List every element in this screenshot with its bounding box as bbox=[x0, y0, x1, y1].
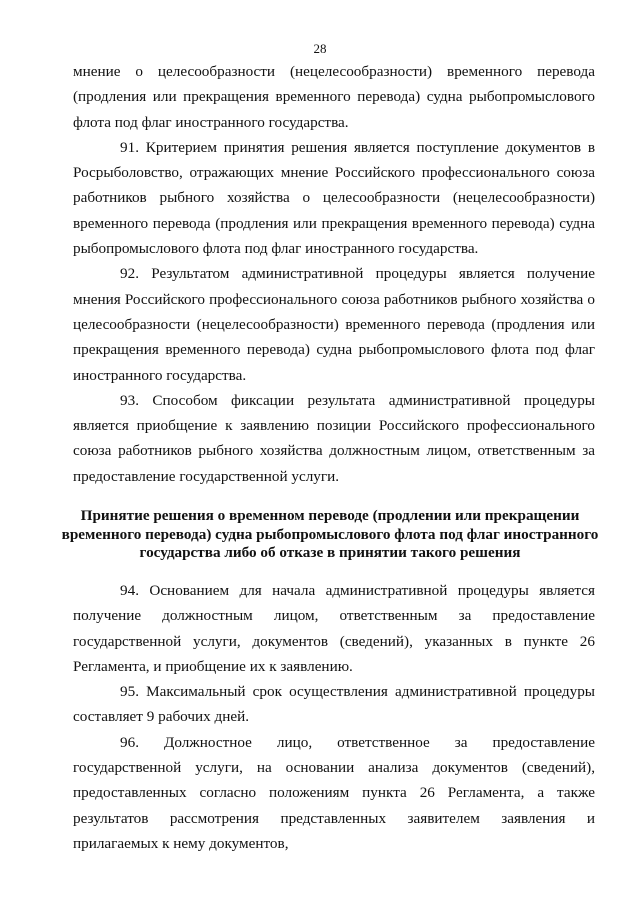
top-text-block bbox=[73, 59, 595, 489]
paragraph-94: 94. Основанием для начала административной процедуры является получение должностным лицом, ответственным за предоставление государственной услуги, документов (сведений), указанных в пункте 26 Регламента, и приобщение их к заявлению. bbox=[73, 582, 595, 675]
paragraph-92: 92. Результатом административной процедуры является получение мнения Российского профессионального союза работников рыбного хозяйства о целесообразности (нецелесообразности) временного перевода (продления или прекращения временного перевода) судна рыбопромыслового флота под флаг иностранного государства. bbox=[73, 265, 595, 384]
paragraph-93: 93. Способом фиксации результата административной процедуры является приобщение к заявлению позиции Российского профессионального союза работников рыбного хозяйства должностным лицом, ответственным за предоставление государственной услуги. bbox=[73, 391, 595, 485]
paragraph-continuation: мнение о целесообразности (нецелесообразности) временного перевода (продления или прекращения временного перевода) судна рыбопромыслового флота под флаг иностранного государства. bbox=[73, 63, 595, 131]
section-heading: Принятие решения о временном переводе (продлении или прекращении временного перевода) судна рыбопромыслового флота под флаг иностранного государства либо об отказе в принятии такого решения bbox=[61, 507, 599, 561]
bottom-text-block bbox=[73, 578, 595, 856]
page-number: 28 bbox=[313, 41, 327, 56]
paragraph-91: 91. Критерием принятия решения является поступление документов в Росрыболовство, отражающих мнение Российского профессионального союза работников рыбного хозяйства о целесообразности (нецелесообразности) временного перевода (продления или прекращения временного перевода) судна рыбопромыслового флота под флаг иностранного государства. bbox=[73, 138, 595, 258]
paragraph-95: 95. Максимальный срок осуществления административной процедуры составляет 9 рабочих дней. bbox=[73, 683, 595, 726]
paragraph-96: 96. Должностное лицо, ответственное за предоставление государственной услуги, на основании анализа документов (сведений), предоставленных согласно положениям пункта 26 Регламента, а также результатов рассмотрения представленных заявителем заявления и прилагаемых к нему документов, bbox=[73, 733, 595, 852]
